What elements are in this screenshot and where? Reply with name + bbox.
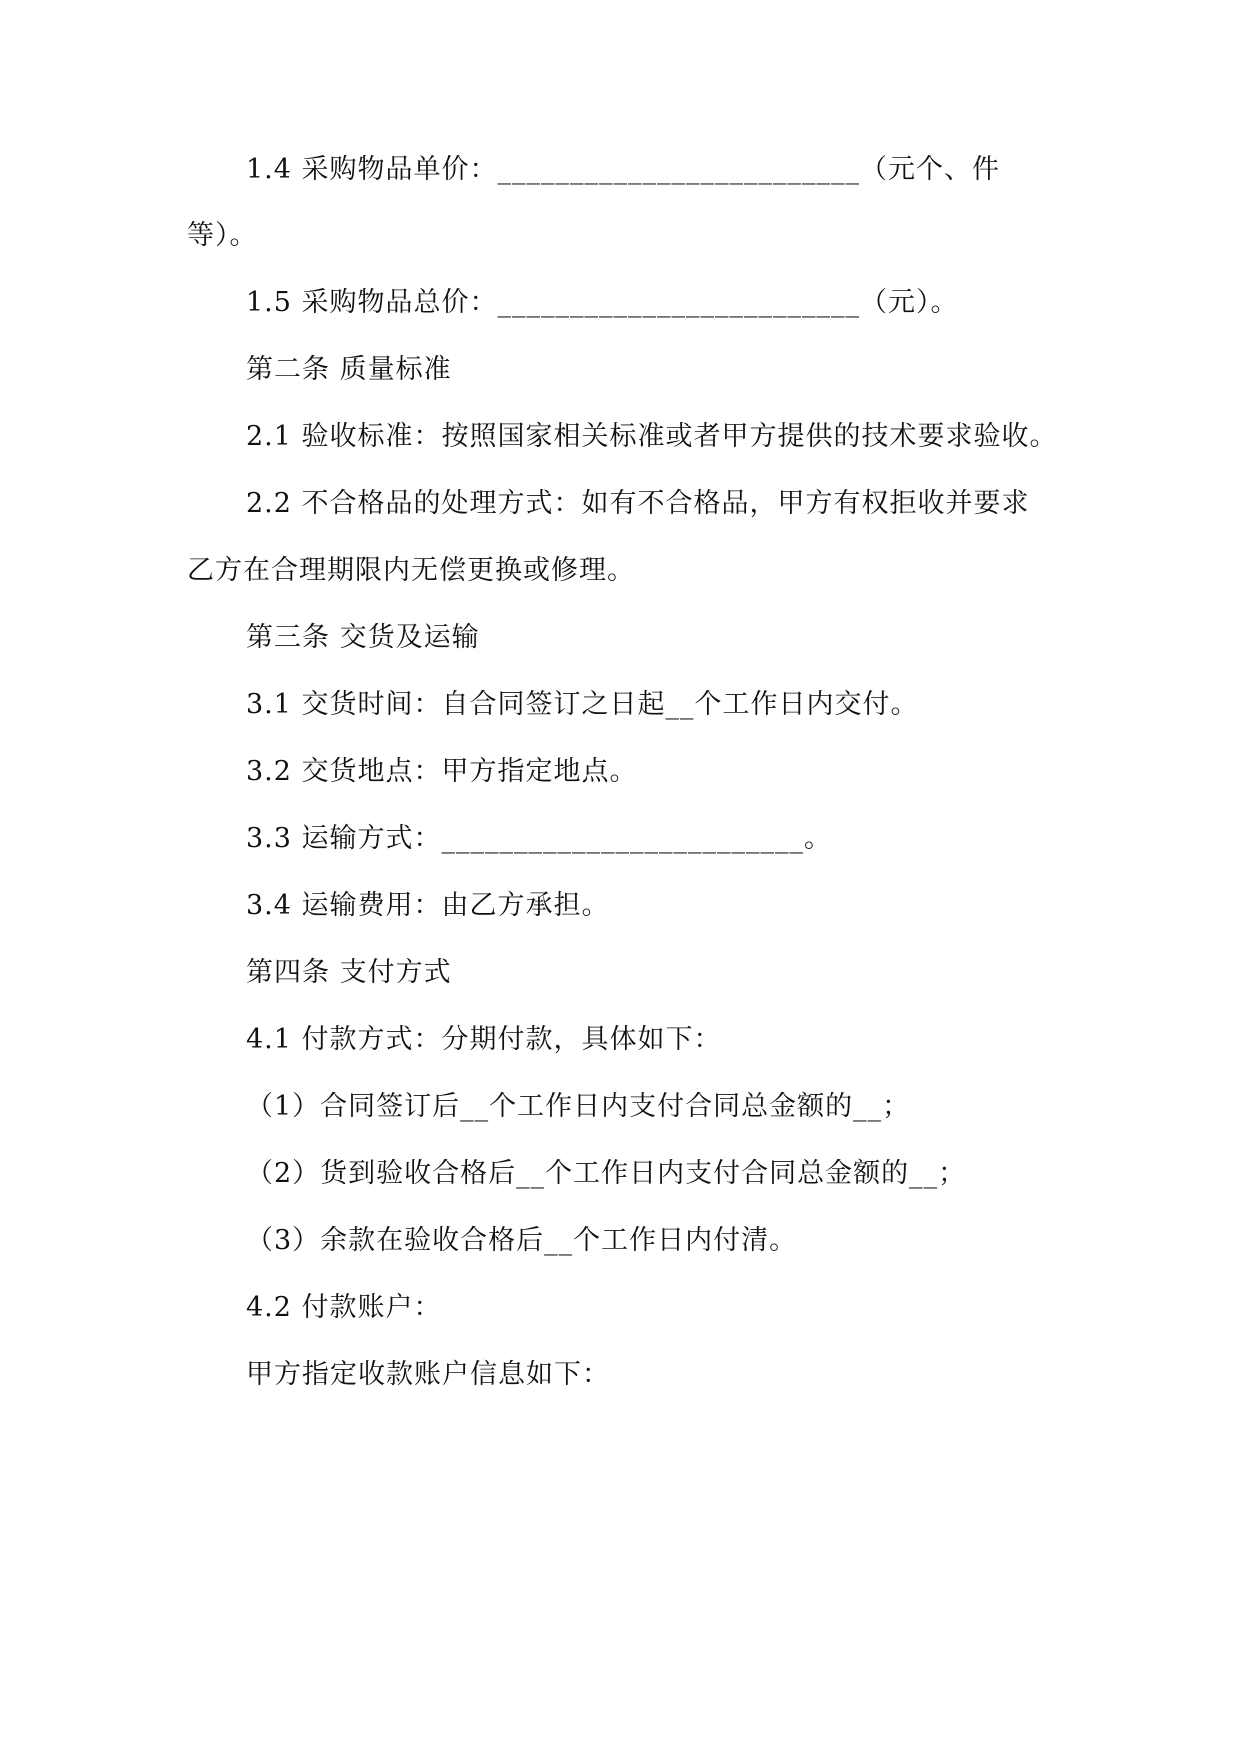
payment-item-1: （1）合同签订后__个工作日内支付合同总金额的__； xyxy=(246,1091,911,1122)
article-3-heading: 第三条 交货及运输 xyxy=(246,622,480,653)
payment-item-3: （3）余款在验收合格后__个工作日内付清。 xyxy=(246,1225,798,1256)
clause-2-1-acceptance-standard: 2.1 验收标准：按照国家相关标准或者甲方提供的技术要求验收。 xyxy=(246,421,1058,452)
clause-4-1-payment-method: 4.1 付款方式：分期付款，具体如下： xyxy=(246,1024,722,1055)
clause-3-1-delivery-time: 3.1 交货时间：自合同签订之日起__个工作日内交付。 xyxy=(246,689,919,720)
article-4-heading: 第四条 支付方式 xyxy=(246,957,452,988)
clause-1-5-total-price: 1.5 采购物品总价：_________________________（元）。 xyxy=(246,287,959,318)
clause-1-4-unit-price: 1.4 采购物品单价：_________________________（元个、件 xyxy=(246,154,1001,185)
clause-4-2-payment-account: 4.2 付款账户： xyxy=(246,1292,442,1323)
article-2-heading: 第二条 质量标准 xyxy=(246,354,452,385)
account-info-intro: 甲方指定收款账户信息如下： xyxy=(246,1359,610,1390)
clause-1-4-continuation: 等）。 xyxy=(187,220,258,251)
clause-3-4-transport-cost: 3.4 运输费用：由乙方承担。 xyxy=(246,890,610,921)
clause-3-3-transport-method: 3.3 运输方式：_________________________。 xyxy=(246,823,833,854)
clause-2-2-nonconforming: 2.2 不合格品的处理方式：如有不合格品，甲方有权拒收并要求 xyxy=(246,488,1030,519)
clause-3-2-delivery-place: 3.2 交货地点：甲方指定地点。 xyxy=(246,756,638,787)
clause-2-2-continuation: 乙方在合理期限内无偿更换或修理。 xyxy=(187,555,635,586)
payment-item-2: （2）货到验收合格后__个工作日内支付合同总金额的__； xyxy=(246,1158,967,1189)
